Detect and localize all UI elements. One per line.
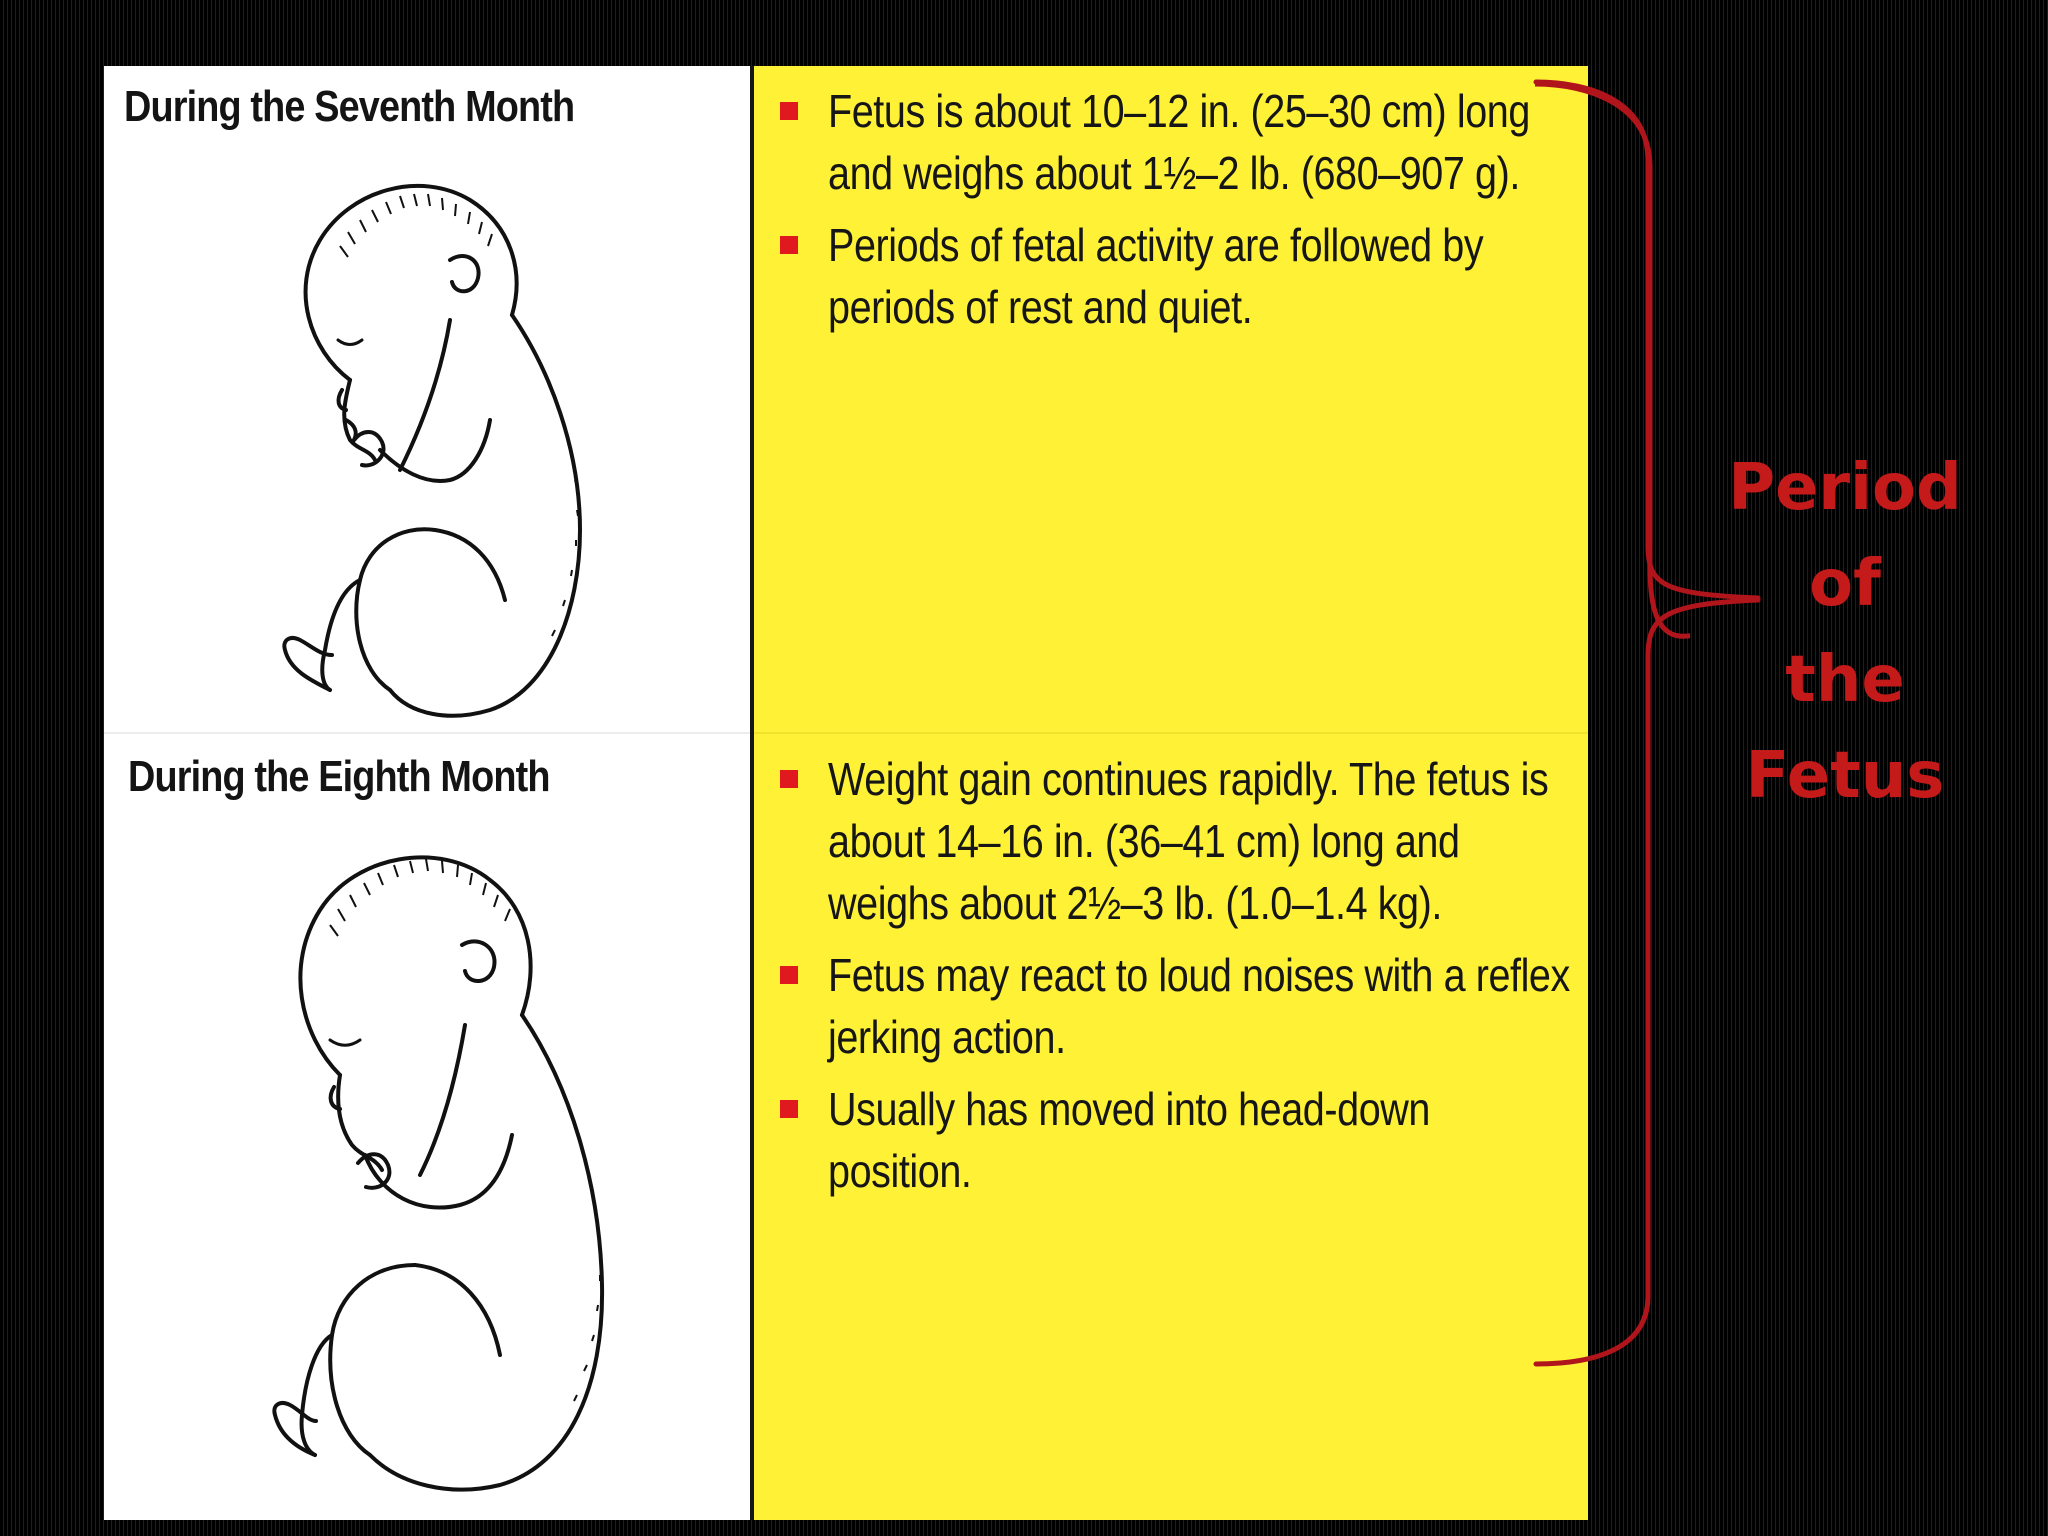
period-of-the-fetus-title: Period of the Fetus	[1728, 451, 1962, 813]
row-divider	[104, 732, 750, 734]
bullet-marker	[780, 966, 798, 984]
fact-item: Fetus may react to loud noises with a reflex jerking action.	[780, 944, 1580, 1068]
bullet-marker	[780, 770, 798, 788]
fetus-seventh-month-illustration	[250, 150, 610, 730]
fact-item: Fetus is about 10–12 in. (25–30 cm) long and weighs about 1½–2 lb. (680–907 g).	[780, 80, 1580, 204]
fact-item: Periods of fetal activity are followed by periods of rest and quiet.	[780, 214, 1580, 338]
eighth-month-heading: During the Eighth Month	[128, 752, 550, 801]
seventh-month-facts	[780, 80, 1580, 348]
fetus-eighth-month-illustration	[250, 825, 630, 1505]
bullet-marker	[780, 236, 798, 254]
row-divider-right	[754, 732, 1588, 734]
bullet-marker	[780, 102, 798, 120]
column-divider	[750, 66, 754, 1520]
seventh-month-heading: During the Seventh Month	[124, 82, 575, 131]
bullet-marker	[780, 1100, 798, 1118]
fact-item: Usually has moved into head-down position.	[780, 1078, 1580, 1202]
eighth-month-facts	[780, 748, 1580, 1212]
fact-item: Weight gain continues rapidly. The fetus is about 14–16 in. (36–41 cm) long and weighs about 2½–3 lb. (1.0–1.4 kg).	[780, 748, 1580, 934]
